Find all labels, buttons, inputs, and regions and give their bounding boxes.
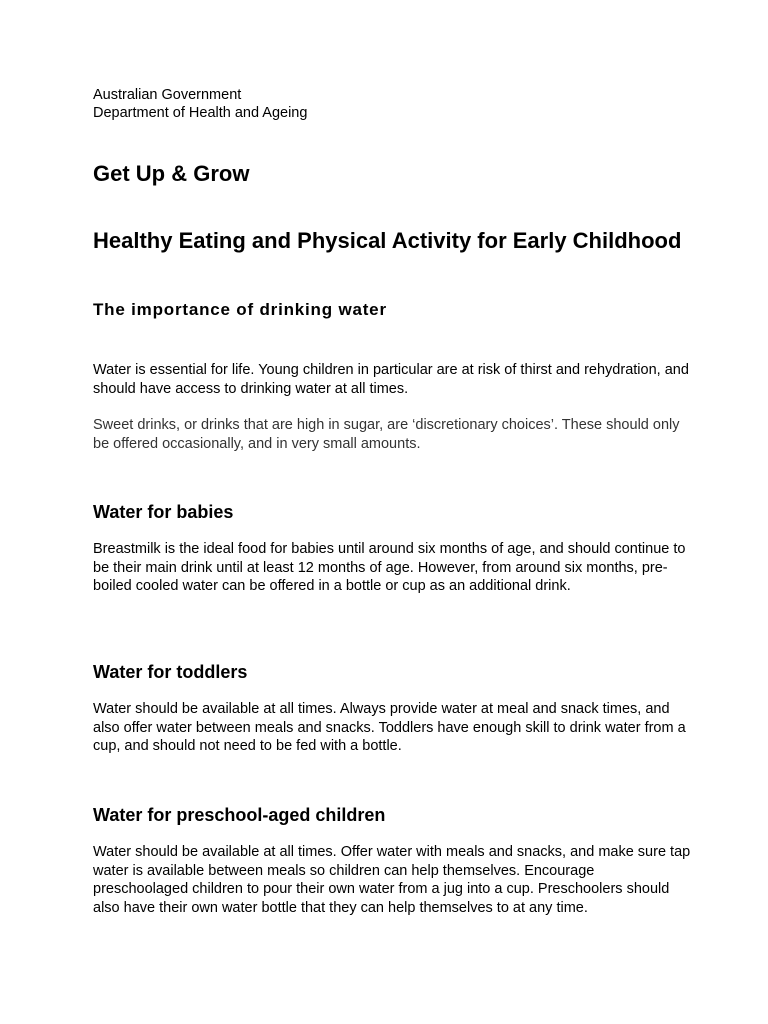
organisation-header [93, 86, 693, 122]
section-text-preschool: Water should be available at all times. Offer water with meals and snacks, and make sure tap water is available between meals so children can help themselves. Encourage preschoolaged children to pour their own water from a jug into a cup. Preschoolers should also have their own water bottle that they can help themselves to at any time. [93, 844, 691, 916]
department-name: Department of Health and Ageing [93, 105, 308, 121]
section-heading-babies: Water for babies [93, 502, 234, 522]
document-title: Get Up & Grow [93, 161, 250, 186]
organisation-name: Australian Government [93, 87, 242, 103]
document-subtitle: Healthy Eating and Physical Activity for Early Childhood [93, 228, 682, 253]
section-text-babies: Breastmilk is the ideal food for babies until around six months of age, and should continue to be their main drink until at least 12 months of age. However, from around six months, pre-boiled cooled water can be offered in a bottle or cup as an additional drink. [93, 541, 686, 594]
discretionary-text: Sweet drinks, or drinks that are high in sugar, are ‘discretionary choices’. These should only be offered occasionally, and in very small amounts. [93, 417, 680, 452]
discretionary-paragraph [93, 416, 693, 453]
intro-heading: The importance of drinking water [93, 300, 387, 319]
section-heading-preschool: Water for preschool-aged children [93, 805, 386, 825]
section-heading-toddlers: Water for toddlers [93, 662, 248, 682]
section-text-toddlers: Water should be available at all times. Always provide water at meal and snack times, and also offer water between meals and snacks. Toddlers have enough skill to drink water from a cup, and should not need to be fed with a bottle. [93, 701, 686, 754]
intro-paragraph: Water is essential for life. Young children in particular are at risk of thirst and rehydration, and should have access to drinking water at all times. [93, 362, 689, 397]
